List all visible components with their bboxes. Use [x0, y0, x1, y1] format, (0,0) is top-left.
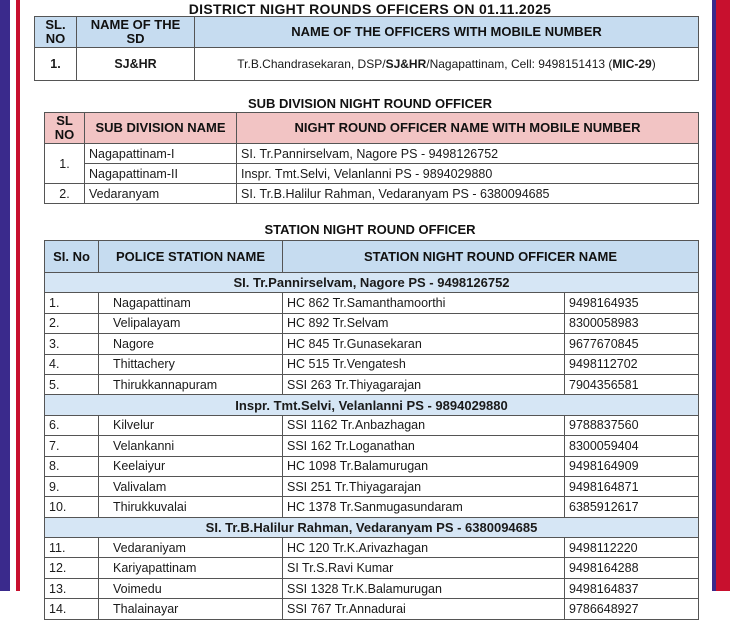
table-row — [45, 476, 699, 496]
row-sl: 12. — [45, 558, 99, 578]
table-row — [45, 456, 699, 476]
row-mobile: 9498112702 — [565, 354, 699, 374]
district-title: DISTRICT NIGHT ROUNDS OFFICERS ON 01.11.2025 — [188, 1, 552, 17]
header-subdivision-name: SUB DIVISION NAME — [85, 113, 237, 144]
table-row — [45, 144, 699, 164]
row-sl: 1. — [45, 144, 85, 184]
row-sl: 2. — [45, 313, 99, 333]
group-header-row — [45, 517, 699, 537]
table-row — [45, 354, 699, 374]
officer-text-mid: /Nagapattinam, Cell: 9498151413 ( — [426, 57, 613, 71]
row-sl: 14. — [45, 599, 99, 619]
header-station-officer: STATION NIGHT ROUND OFFICER NAME — [283, 241, 699, 273]
table-row — [45, 334, 699, 354]
row-station: Kariyapattinam — [99, 558, 283, 578]
header-police-station: POLICE STATION NAME — [99, 241, 283, 273]
header-sl-no: SI. No — [45, 241, 99, 273]
row-officer: SI. Tr.B.Halilur Rahman, Vedaranyam PS - 6380094685 — [237, 184, 699, 204]
row-sl: 11. — [45, 538, 99, 558]
row-sl: 5. — [45, 374, 99, 394]
row-subdivision: Vedaranyam — [85, 184, 237, 204]
row-subdivision: Nagapattinam-I — [85, 144, 237, 164]
row-mobile: 8300059404 — [565, 436, 699, 456]
row-officer: SI Tr.S.Ravi Kumar — [283, 558, 565, 578]
row-officer: SI. Tr.Pannirselvam, Nagore PS - 9498126752 — [237, 144, 699, 164]
row-mobile: 9498164935 — [565, 293, 699, 313]
row-officer: SSI 162 Tr.Loganathan — [283, 436, 565, 456]
row-officer: SSI 1162 Tr.Anbazhagan — [283, 415, 565, 435]
table-row — [45, 374, 699, 394]
table-row — [45, 558, 699, 578]
header-sl-no: SL NO — [45, 113, 85, 144]
row-officer: SSI 767 Tr.Annadurai — [283, 599, 565, 619]
row-mobile: 9788837560 — [565, 415, 699, 435]
row-sl: 7. — [45, 436, 99, 456]
officer-text-pre: Tr.B.Chandrasekaran, DSP/ — [237, 57, 386, 71]
row-mobile: 8300058983 — [565, 313, 699, 333]
right-border-stripe — [716, 0, 730, 591]
table-row — [45, 497, 699, 517]
row-mobile: 6385912617 — [565, 497, 699, 517]
row-mobile: 9498112220 — [565, 538, 699, 558]
station-officers-table — [44, 240, 699, 620]
header-sl-no: SL. NO — [35, 17, 77, 48]
row-station: Keelaiyur — [99, 456, 283, 476]
header-officers: NAME OF THE OFFICERS WITH MOBILE NUMBER — [195, 17, 699, 48]
row-sl: 1. — [35, 48, 77, 81]
row-mobile: 9498164871 — [565, 476, 699, 496]
row-officer: HC 120 Tr.K.Arivazhagan — [283, 538, 565, 558]
row-station: Thalainayar — [99, 599, 283, 619]
table-row — [45, 538, 699, 558]
row-sd: SJ&HR — [77, 48, 195, 81]
table-row — [45, 184, 699, 204]
header-sd-name: NAME OF THE SD — [77, 17, 195, 48]
row-officer: HC 1098 Tr.Balamurugan — [283, 456, 565, 476]
row-officer: SSI 1328 Tr.K.Balamurugan — [283, 578, 565, 598]
row-officer: HC 862 Tr.Samanthamoorthi — [283, 293, 565, 313]
row-sl: 2. — [45, 184, 85, 204]
station-title: STATION NIGHT ROUND OFFICER — [264, 222, 476, 237]
row-officer: HC 1378 Tr.Sanmugasundaram — [283, 497, 565, 517]
row-officer: HC 845 Tr.Gunasekaran — [283, 334, 565, 354]
group-officer-label: SI. Tr.B.Halilur Rahman, Vedaranyam PS - 6380094685 — [45, 517, 699, 537]
table-header-row — [35, 17, 699, 48]
row-mobile: 9498164837 — [565, 578, 699, 598]
row-station: Voimedu — [99, 578, 283, 598]
row-sl: 1. — [45, 293, 99, 313]
row-sl: 4. — [45, 354, 99, 374]
row-station: Thirukkuvalai — [99, 497, 283, 517]
row-officer — [195, 48, 699, 81]
row-station: Nagore — [99, 334, 283, 354]
row-sl: 6. — [45, 415, 99, 435]
row-mobile: 9786648927 — [565, 599, 699, 619]
officer-text-post: ) — [651, 57, 656, 71]
header-night-round-officer: NIGHT ROUND OFFICER NAME WITH MOBILE NUMBER — [237, 113, 699, 144]
table-row — [45, 164, 699, 184]
row-station: Vedaraniyam — [99, 538, 283, 558]
group-officer-label: Inspr. Tmt.Selvi, Velanlanni PS - 9894029880 — [45, 395, 699, 415]
row-officer: Inspr. Tmt.Selvi, Velanlanni PS - 9894029880 — [237, 164, 699, 184]
officer-mic-code: MIC-29 — [612, 57, 652, 71]
row-sl: 13. — [45, 578, 99, 598]
row-officer: HC 892 Tr.Selvam — [283, 313, 565, 333]
row-subdivision: Nagapattinam-II — [85, 164, 237, 184]
row-station: Nagapattinam — [99, 293, 283, 313]
table-header-row — [45, 241, 699, 273]
left-border-stripe — [0, 0, 10, 591]
row-sl: 3. — [45, 334, 99, 354]
group-header-row — [45, 395, 699, 415]
table-row — [35, 48, 699, 81]
group-officer-label: SI. Tr.Pannirselvam, Nagore PS - 9498126752 — [45, 273, 699, 293]
left-border-accent — [16, 0, 20, 591]
district-officers-table — [34, 16, 699, 81]
group-header-row — [45, 273, 699, 293]
table-row — [45, 415, 699, 435]
row-station: Velankanni — [99, 436, 283, 456]
row-mobile: 9677670845 — [565, 334, 699, 354]
table-row — [45, 313, 699, 333]
row-station: Thittachery — [99, 354, 283, 374]
row-mobile: 9498164288 — [565, 558, 699, 578]
row-station: Kilvelur — [99, 415, 283, 435]
row-officer: SSI 263 Tr.Thiyagarajan — [283, 374, 565, 394]
subdivision-officers-table — [44, 112, 699, 204]
row-station: Velipalayam — [99, 313, 283, 333]
row-sl: 8. — [45, 456, 99, 476]
row-mobile: 7904356581 — [565, 374, 699, 394]
row-officer: HC 515 Tr.Vengatesh — [283, 354, 565, 374]
officer-text-bold: SJ&HR — [385, 57, 427, 71]
subdivision-title: SUB DIVISION NIGHT ROUND OFFICER — [247, 96, 493, 111]
table-header-row — [45, 113, 699, 144]
table-row — [45, 436, 699, 456]
row-mobile: 9498164909 — [565, 456, 699, 476]
table-row — [45, 578, 699, 598]
row-sl: 9. — [45, 476, 99, 496]
row-station: Thirukkannapuram — [99, 374, 283, 394]
row-station: Valivalam — [99, 476, 283, 496]
table-row — [45, 293, 699, 313]
table-row — [45, 599, 699, 619]
row-officer: SSI 251 Tr.Thiyagarajan — [283, 476, 565, 496]
row-sl: 10. — [45, 497, 99, 517]
